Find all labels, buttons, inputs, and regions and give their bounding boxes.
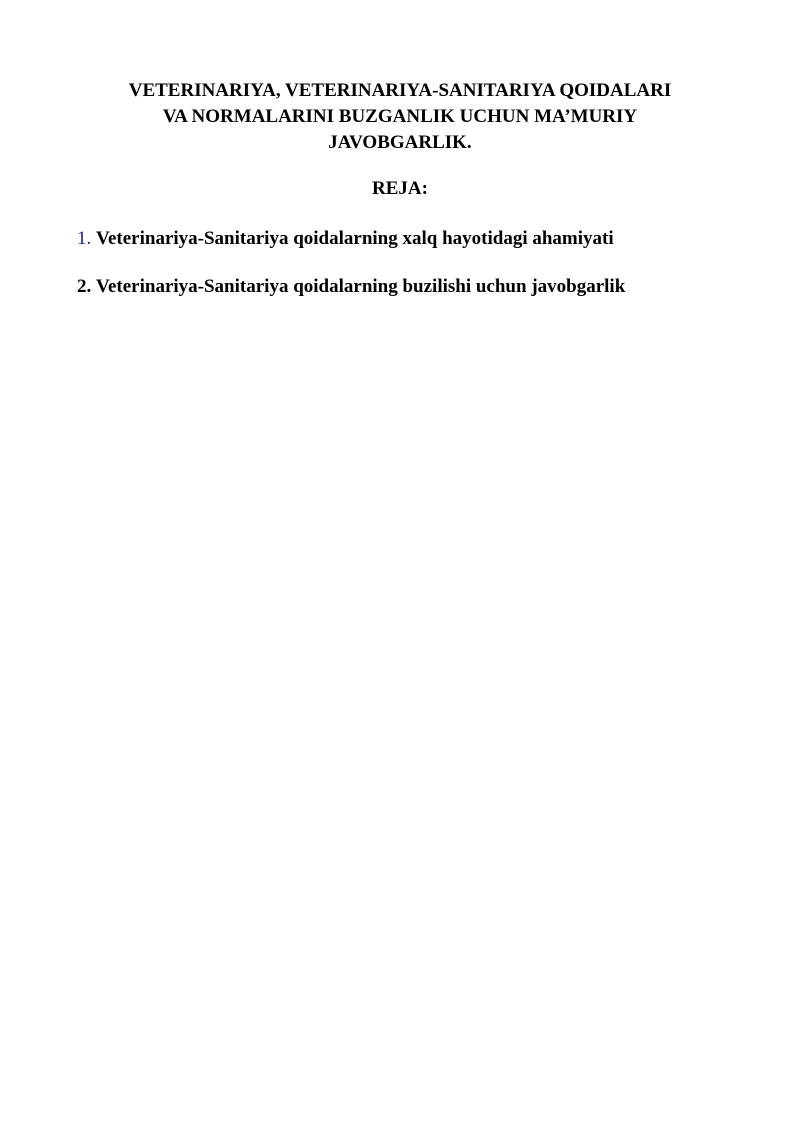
plan-item-2-text: Veterinariya-Sanitariya qoidalarning buzilishi uchun javobgarlik <box>96 276 626 297</box>
title-line-2: VA NORMALARINI BUZGANLIK UCHUN MA’MURIY <box>162 106 638 127</box>
plan-item-2-number: 2. <box>77 276 92 297</box>
plan-item-1-number: 1. <box>77 228 92 249</box>
plan-item-2 <box>77 275 625 299</box>
document-title <box>80 78 720 156</box>
plan-heading: REJA: <box>372 178 428 199</box>
plan-item-1 <box>77 227 614 251</box>
plan-item-1-text: Veterinariya-Sanitariya qoidalarning xalq hayotidagi ahamiyati <box>96 228 614 249</box>
title-line-3: JAVOBGARLIK. <box>328 132 472 153</box>
title-line-1: VETERINARIYA, VETERINARIYA-SANITARIYA QOIDALARI <box>128 80 672 101</box>
